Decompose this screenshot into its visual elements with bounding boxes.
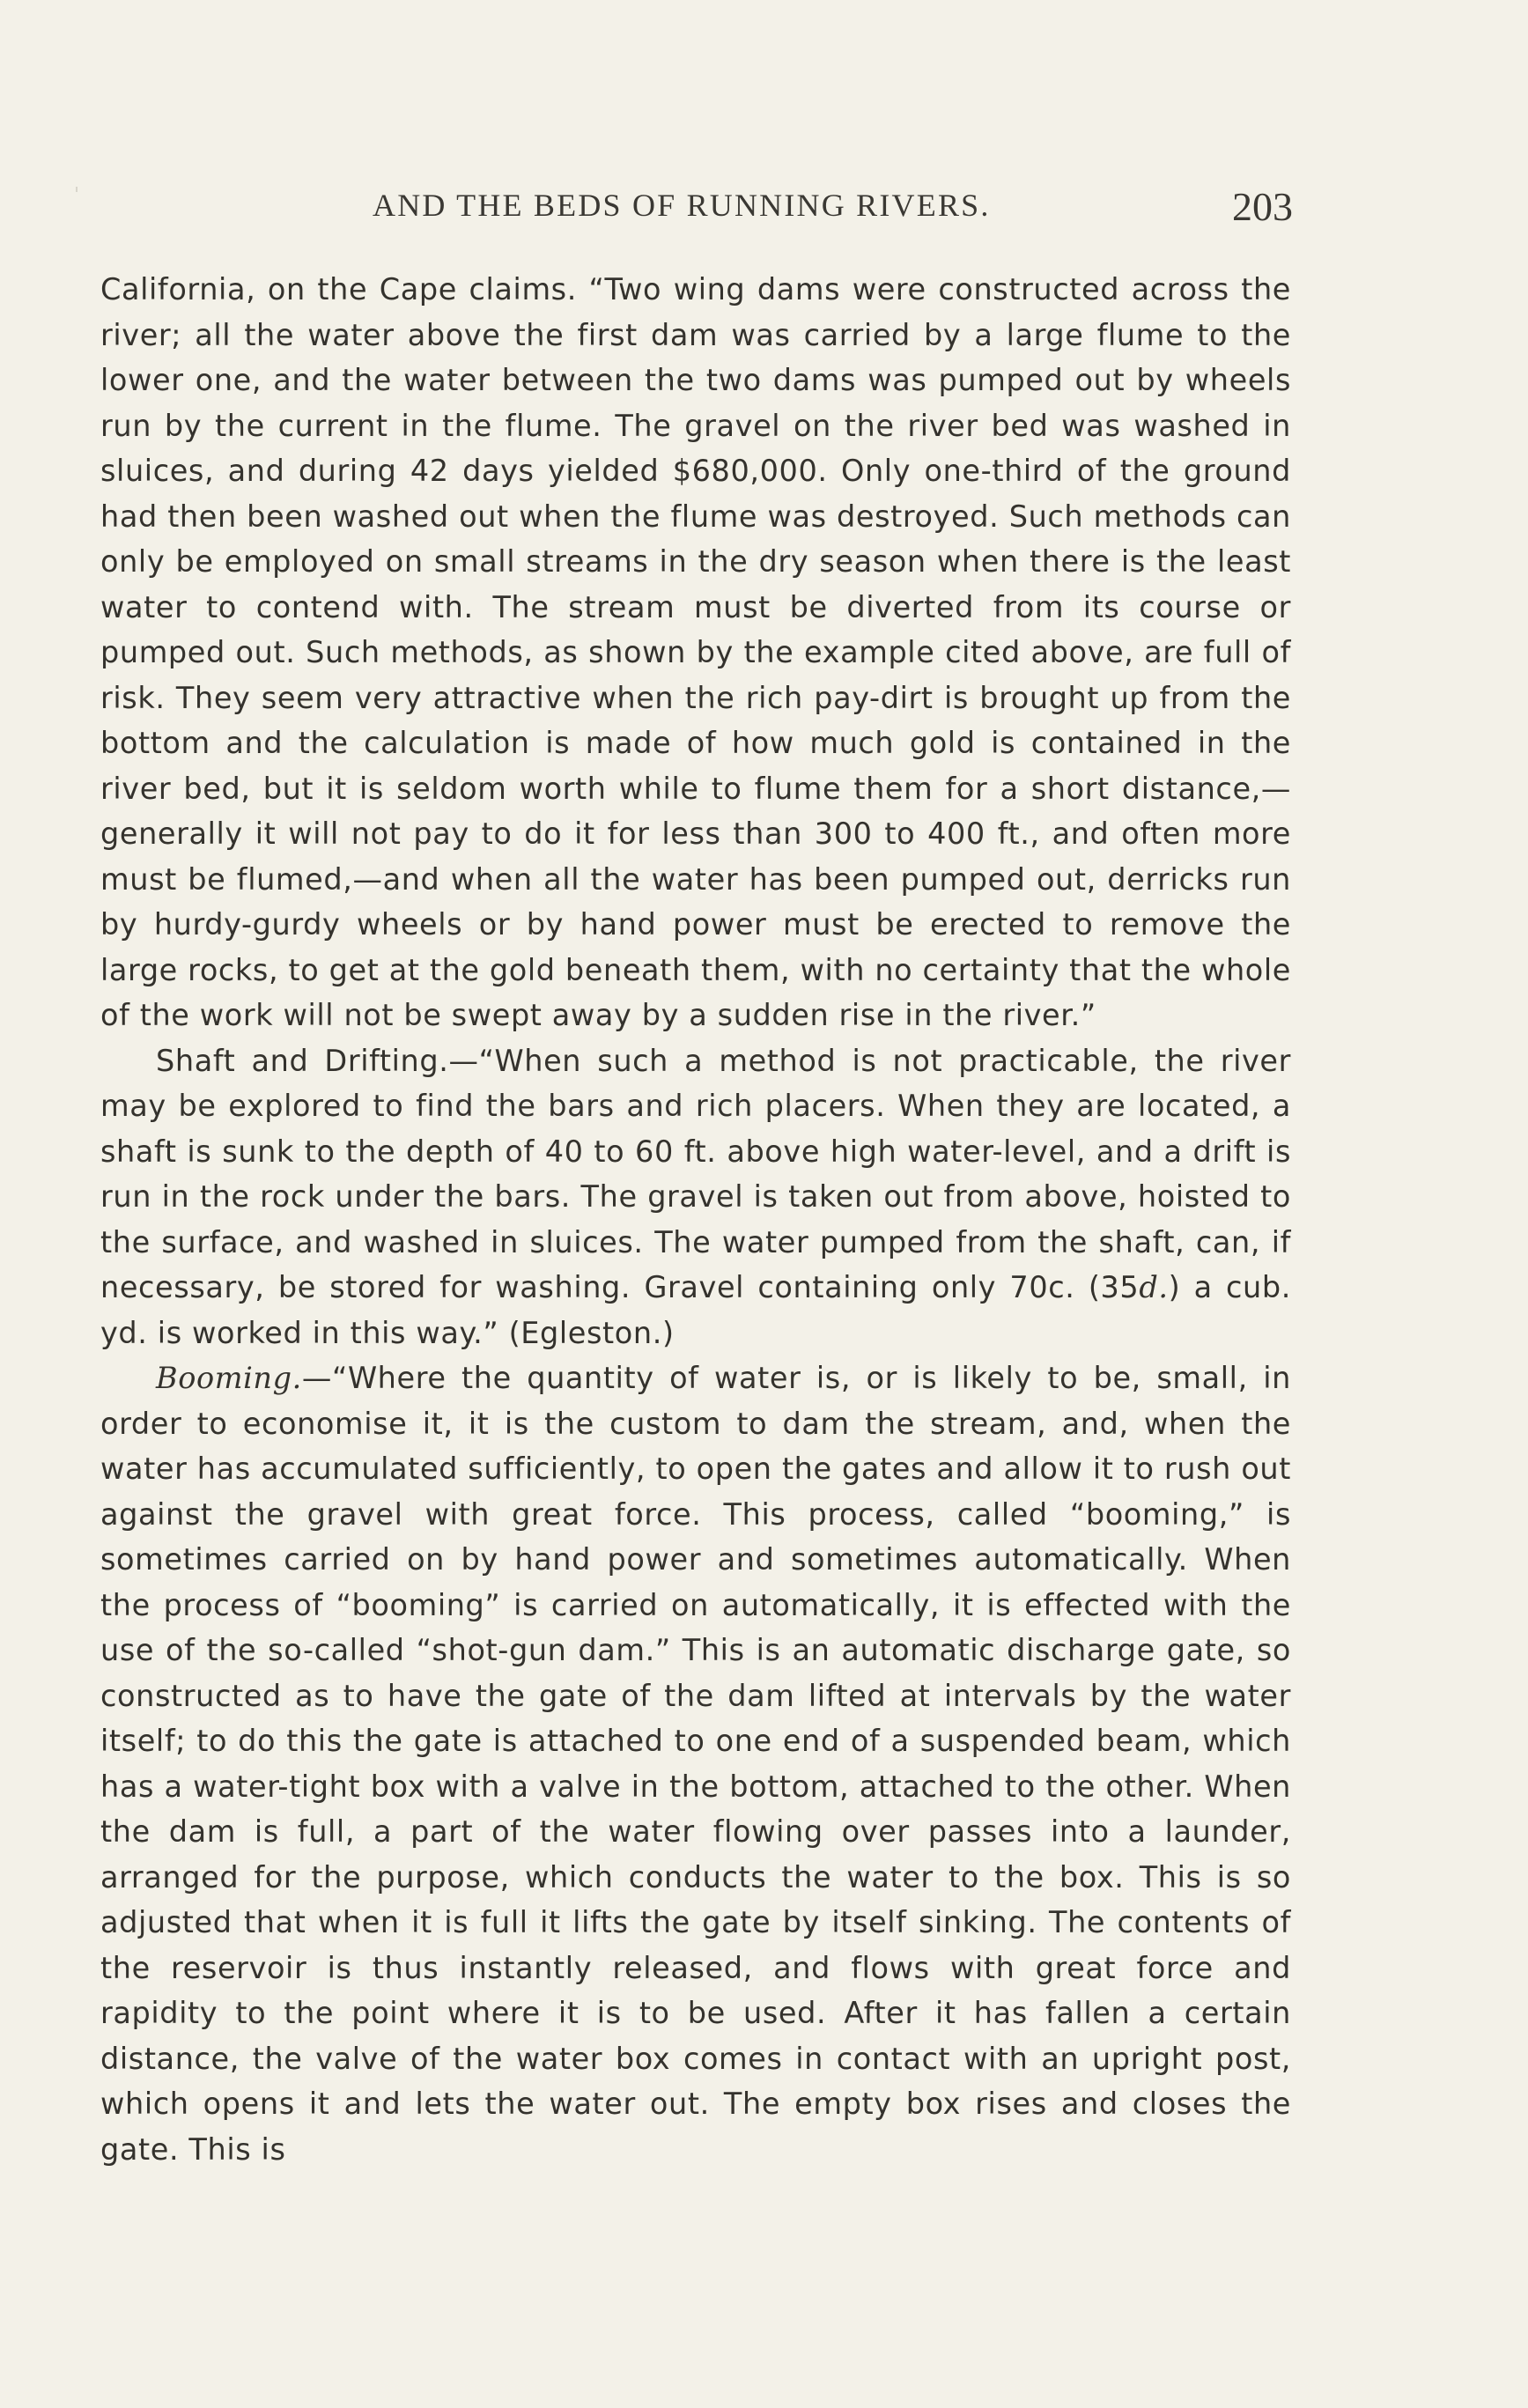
paragraph-cape-claims [100,267,1291,1038]
paragraph-text: —“Where the quantity of water is, or is likely to be, small, in order to economise it, it is the custom to dam the stream, and, when the water has accumulated sufficiently, to open the gates and allow it to rush out against the gravel with great force. This process, called “booming,” is sometimes carried on by hand power and sometimes automatically. When the process of “booming” is carried on automatically, it is effected with the use of the so-called “shot-gun dam.” This is an automatic discharge gate, so constructed as to have the gate of the dam lifted at intervals by the water itself; to do this the gate is attached to one end of a suspended beam, which has a water-tight box with a valve in the bottom, attached to the other. When the dam is full, a part of the water flowing over passes into a launder, arranged for the purpose, which conducts the water to the box. This is so adjusted that when it is full it lifts the gate by itself sinking. The contents of the reservoir is thus instantly released, and flows with great force and rapidity to the point where it is to be used. After it has fallen a certain distance, the valve of the water box comes in contact with an upright post, which opens it and lets the water out. The empty box rises and closes the gate. This is [100,1361,1291,2167]
page-number: 203 [1232,184,1293,229]
pence-abbrev: d. [1139,1270,1169,1304]
section-title-booming: Booming. [156,1361,302,1395]
body-text [100,267,1291,2172]
paragraph-text: California, on the Cape claims. “Two wing dams were constructed across the river; all the water above the first dam was carried by a large flume to the lower one, and the water between the two dams was pumped out by wheels run by the current in the flume. The gravel on the river bed was washed in sluices, and during 42 days yielded $680,000. Only one-third of the ground had then been washed out when the flume was destroyed. Such methods can only be employed on small streams in the dry season when there is the least water to contend with. The stream must be diverted from its course or pumped out. Such methods, as shown by the example cited above, are full of risk. They seem very attractive when the rich pay-dirt is brought up from the bottom and the calculation is made of how much gold is contained in the river bed, but it is seldom worth while to flume them for a short distance,—generally it will not pay to do it for less than 300 to 400 ft., and often more must be flumed,—and when all the water has been pumped out, derricks run by hurdy-gurdy wheels or by hand power must be erected to remove the large rocks, to get at the gold beneath them, with no certainty that the whole of the work will not be swept away by a sudden rise in the river.” [100,272,1291,1032]
running-head: AND THE BEDS OF RUNNING RIVERS. [373,188,991,223]
page-header [104,184,1293,240]
margin-mark [76,187,78,192]
paragraph-shaft-and-drifting [100,1038,1291,1356]
paragraph-booming [100,1355,1291,2172]
paragraph-text: Shaft and Drifting.—“When such a method is not practicable, the river may be explored to find the bars and rich placers. When they are located, a shaft is sunk to the depth of 40 to 60 ft. above high water-level, and a drift is run in the rock under the bars. The gravel is taken out from above, hoisted to the surface, and washed in sluices. The water pumped from the shaft, can, if necessary, be stored for washing. Gravel containing only 70c. (35 [100,1043,1291,1304]
paragraph-text-after: ) a cub. yd. is worked in this way.” (Egleston.) [100,1270,1291,1350]
